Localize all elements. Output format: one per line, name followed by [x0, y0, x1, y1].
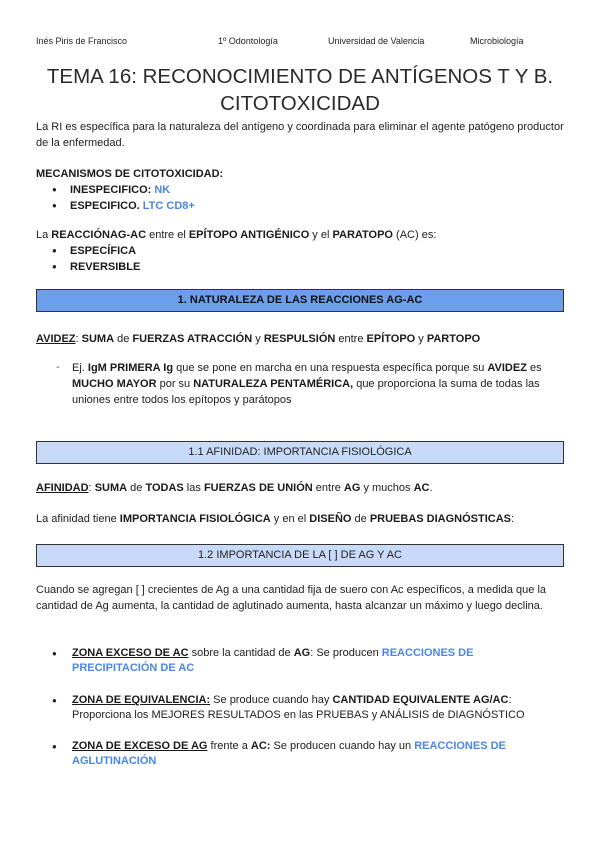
text: es [526, 362, 542, 374]
text: frente a [207, 740, 251, 752]
bold-text: SUMA [81, 333, 115, 345]
text: Se produce cuando hay [210, 694, 333, 706]
mechanism-label: ESPECIFICO. [70, 200, 140, 212]
mechanism-label: INESPECIFICO: [70, 184, 152, 196]
header-author: Inés Piris de Francisco [36, 36, 128, 46]
highlight-text: REACCIONES DE AGLUTINACIÓN [72, 740, 506, 767]
bullet-icon: ● [52, 696, 57, 705]
bold-text: CANTIDAD EQUIVALENTE AG/AC [332, 694, 509, 706]
text: de [351, 513, 370, 525]
list-item [52, 259, 140, 275]
text: que proporciona la suma de todas las uniones entre todos los epítopos y parátopos [72, 378, 540, 406]
text: de [127, 482, 146, 494]
text: entre [312, 482, 344, 494]
text: que se pone en marcha en una respuesta específica porque su [173, 362, 488, 374]
zone-title: ZONA EXCESO DE AC [72, 647, 189, 659]
bold-text: AG [293, 647, 311, 659]
text: Se producen cuando hay un [270, 740, 415, 752]
bold-text: PARATOPO [332, 229, 393, 241]
list-item [52, 182, 195, 198]
header-university: Universidad de Valencia [328, 36, 425, 46]
section-heading-1-2: 1.2 IMPORTANCIA DE LA [ ] DE AG Y AC [36, 544, 564, 567]
bold-text: TODAS [145, 482, 184, 494]
text: por su [156, 378, 194, 390]
list-item [52, 646, 552, 676]
list-item [52, 198, 195, 214]
title-line-1: TEMA 16: RECONOCIMIENTO DE ANTÍGENOS T Y B. [46, 65, 554, 88]
bold-text: NATURALEZA PENTAMÉRICA, [193, 378, 354, 390]
bold-text: SUMA [94, 482, 128, 494]
page-title [30, 63, 570, 117]
text: La afinidad tiene [36, 513, 120, 525]
bold-text: FUERZAS ATRACCIÓN [132, 333, 253, 345]
avidez-term: AVIDEZ [36, 333, 76, 345]
list-item [52, 693, 552, 723]
bullet-icon: ● [52, 742, 57, 751]
title-line-2: CITOTOXICIDAD [220, 92, 380, 115]
bold-text: EPÍTOPO ANTIGÉNICO [188, 229, 310, 241]
text: y [252, 333, 264, 345]
bold-text: FUERZAS DE UNIÓN [203, 482, 313, 494]
text: : Proporciona los MEJORES RESULTADOS en las PRUEBAS y ANÁLISIS de DIAGNÓSTICO [72, 694, 525, 721]
bold-text: IgM PRIMERA Ig [87, 362, 174, 374]
avidez-definition [36, 331, 566, 347]
zone-title: ZONA DE EQUIVALENCIA: [72, 694, 211, 706]
bold-text: AC: [250, 740, 271, 752]
text: . [429, 482, 433, 494]
text: de [114, 333, 133, 345]
reaction-item: REVERSIBLE [70, 261, 141, 273]
mechanism-value: NK [154, 184, 171, 196]
text: (AC) es: [393, 229, 437, 241]
zone-title: ZONA DE EXCESO DE AG [72, 740, 208, 752]
text: las [183, 482, 204, 494]
concentration-paragraph: Cuando se agregan [ ] crecientes de Ag a una cantidad fija de suero con Ac específicos, a medida que la cantidad de Ag aumenta, la cantidad de aglutinado aumenta, hasta alcanzar un máximo y luego declina. [36, 584, 547, 612]
header-course: 1º Odontología [218, 36, 278, 46]
mechanism-value: LTC CD8+ [142, 200, 195, 212]
bold-text: PRUEBAS DIAGNÓSTICAS [369, 513, 512, 525]
intro-paragraph: La RI es específica para la naturaleza del antígeno y coordinada para eliminar el agente patógeno productor de la enfermedad. [36, 121, 564, 149]
section-heading-1-1: 1.1 AFINIDAD: IMPORTANCIA FISIOLÓGICA [36, 441, 564, 464]
bold-text: RESPULSIÓN [263, 333, 336, 345]
afinidad-term: AFINIDAD [36, 482, 89, 494]
bold-text: AC [413, 482, 430, 494]
text: y [415, 333, 427, 345]
text: entre [335, 333, 367, 345]
reaction-item: ESPECÍFICA [70, 245, 137, 257]
text: sobre la cantidad de [188, 647, 294, 659]
bold-text: AVIDEZ [487, 362, 527, 374]
bold-text: EPÍTOPO [366, 333, 416, 345]
afinidad-definition [36, 480, 566, 496]
mechanisms-heading-text: MECANISMOS DE CITOTOXICIDAD: [36, 168, 224, 180]
text: : Se producen [310, 647, 382, 659]
list-item [52, 243, 140, 259]
bold-text: AG [343, 482, 361, 494]
text: : [88, 482, 95, 494]
section-heading-1: 1. NATURALEZA DE LAS REACCIONES AG-AC [36, 289, 564, 312]
text: La [36, 229, 52, 241]
mechanisms-list [52, 182, 195, 214]
text: : [75, 333, 82, 345]
afinidad-importance [36, 511, 566, 527]
text: entre el [146, 229, 189, 241]
bold-text: MUCHO MAYOR [72, 378, 157, 390]
reaction-paragraph [36, 227, 566, 243]
text: : [511, 513, 515, 525]
mechanisms-heading [36, 166, 566, 182]
example-paragraph [72, 360, 552, 408]
bold-text: PARTOPO [426, 333, 481, 345]
list-item [52, 739, 552, 769]
text: Ej. [72, 362, 88, 374]
highlight-text: REACCIONES DE PRECIPITACIÓN DE AC [72, 647, 474, 674]
dash-marker: - [56, 361, 60, 373]
text: y en el [270, 513, 310, 525]
text: y muchos [360, 482, 414, 494]
header-subject: Microbiología [470, 36, 524, 46]
bold-text: IMPORTANCIA FISIOLÓGICA [119, 513, 271, 525]
bullet-icon: ● [52, 649, 57, 658]
text: y el [309, 229, 333, 241]
bold-text: DISEÑO [309, 513, 352, 525]
reaction-list [52, 243, 140, 275]
bold-text: REACCIÓNAG-AC [51, 229, 147, 241]
